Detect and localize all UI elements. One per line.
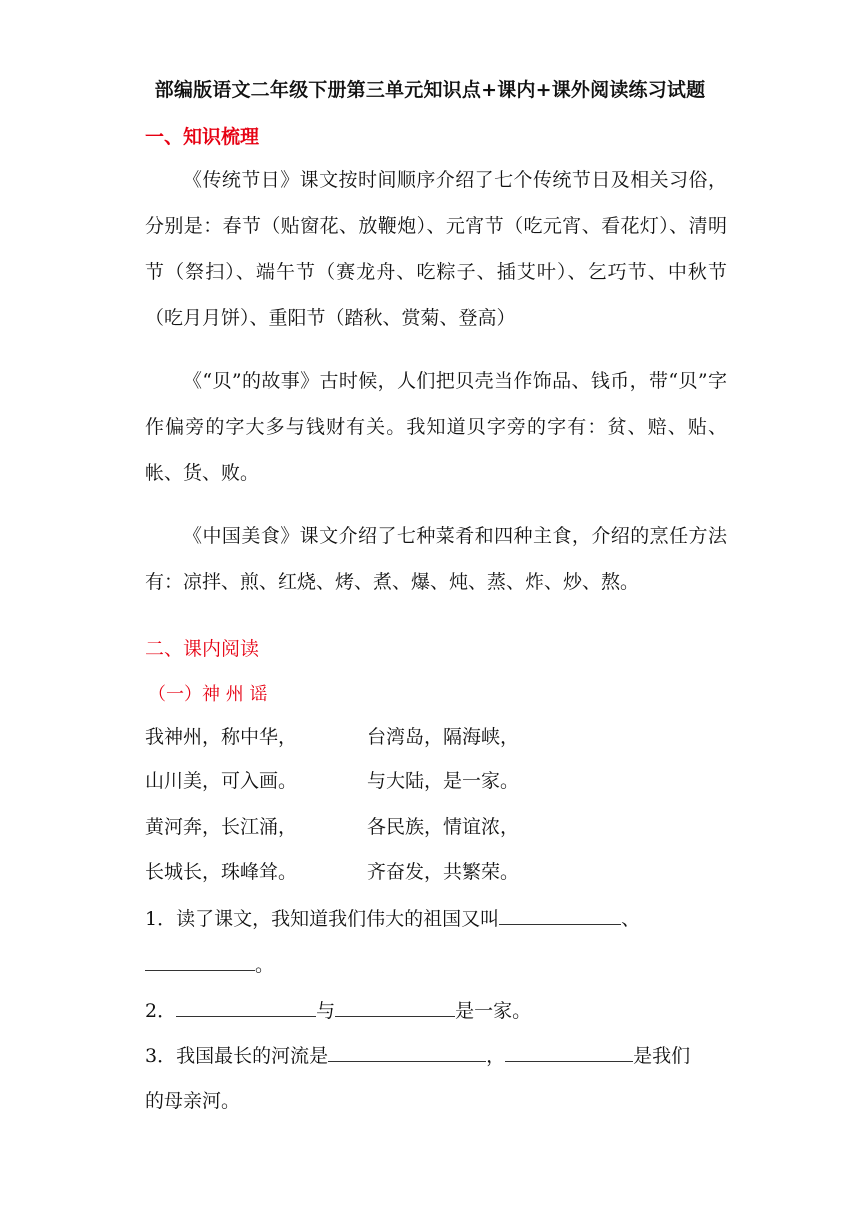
question-3-text: 3．我国最长的河流是: [145, 1045, 329, 1067]
question-1-continued: [145, 950, 274, 977]
paragraph-chinese-food: 《中国美食》课文介绍了七种菜肴和四种主食，介绍的烹任方法有：凉拌、煎、红烧、烤、煮、爆、炖、蒸、炸、炒、熬。: [145, 525, 727, 593]
question-2-end: 是一家。: [455, 1000, 532, 1022]
poem-verse-right: 齐奋发，共繁荣。: [367, 861, 520, 883]
poem-verse-right: 台湾岛，隔海峡，: [367, 726, 520, 748]
question-1-text: 1．读了课文，我知道我们伟大的祖国又叫: [145, 908, 500, 930]
question-2-connector: 与: [316, 1000, 336, 1022]
paragraph-festivals: 《传统节日》课文按时间顺序介绍了七个传统节日及相关习俗，分别是：春节（贴窗花、放鞭炮）、元宵节（吃元宵、看花灯）、清明节（祭扫）、端午节（赛龙舟、吃粽子、插艾叶）、乞巧节、中秋节（吃月月饼）、重阳节（踏秋、赏菊、登高）: [145, 169, 727, 329]
question-3: [145, 1041, 690, 1068]
question-3-continued: [145, 1086, 240, 1113]
question-2-number: 2．: [145, 1000, 177, 1022]
section-heading-reading: 二、课内阅读: [145, 638, 260, 660]
poem-verse-right: 与大陆，是一家。: [367, 770, 520, 792]
poem-verse-left: 长城长，珠峰耸。: [145, 861, 298, 883]
question-1-separator: 、: [621, 908, 641, 930]
question-3-text-mid: 是我们: [633, 1045, 691, 1067]
question-2: [145, 996, 531, 1023]
answer-blank[interactable]: [335, 996, 455, 1017]
answer-blank[interactable]: [505, 1041, 633, 1062]
poem-verse-right: 各民族，情谊浓，: [367, 816, 520, 838]
answer-blank[interactable]: [145, 950, 255, 971]
question-3-end: 的母亲河。: [145, 1090, 241, 1112]
poem-verse-left: 黄河奔，长江涌，: [145, 816, 298, 838]
answer-blank[interactable]: [499, 904, 621, 925]
question-1-end: 。: [255, 954, 275, 976]
poem-line: [145, 857, 727, 883]
paragraph-shell-story: 《“贝”的故事》古时候，人们把贝壳当作饰品、钱币，带“贝”字作偏旁的字大多与钱财有关。我知道贝字旁的字有：贫、赔、贴、帐、货、败。: [145, 370, 727, 484]
poem-line: [145, 766, 727, 792]
answer-blank[interactable]: [176, 996, 316, 1017]
poem-verse-left: 我神州，称中华，: [145, 726, 298, 748]
question-3-separator: ，: [486, 1045, 506, 1067]
section-heading-knowledge: 一、知识梳理: [145, 126, 260, 148]
poem-line: [145, 812, 727, 838]
question-1: [145, 904, 640, 931]
poem-verse-left: 山川美，可入画。: [145, 770, 298, 792]
poem-line: [145, 722, 727, 748]
answer-blank[interactable]: [328, 1041, 486, 1062]
document-title: 部编版语文二年级下册第三单元知识点+课内+课外阅读练习试题: [154, 79, 706, 101]
poem-title: （一）神 州 谣: [148, 684, 268, 705]
